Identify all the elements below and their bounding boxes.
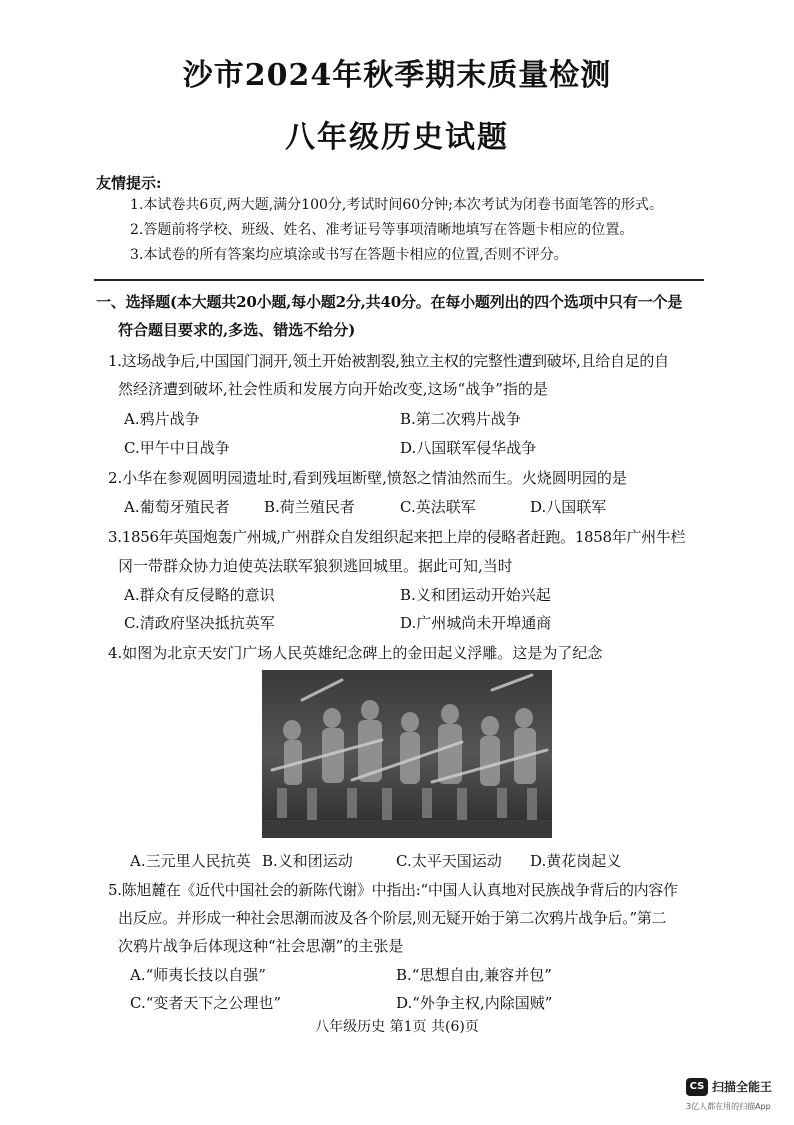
question-1-option-d: D.八国联军侵华战争 xyxy=(400,439,537,457)
question-2-option-d: D.八国联军 xyxy=(530,498,607,516)
question-3-option-d: D.广州城尚未开埠通商 xyxy=(400,614,552,632)
question-5-option-a: A.“师夷长技以自强” xyxy=(130,966,266,984)
section-heading: 一、选择题(本大题共20小题,每小题2分,共40分。在每小题列出的四个选项中只有一个是 xyxy=(96,293,683,311)
camscanner-name: 扫描全能王 xyxy=(712,1080,773,1094)
question-3-text-cont: 冈一带群众协力迫使英法联军狼狈逃回城里。据此可知,当时 xyxy=(118,557,513,575)
question-3-option-a: A.群众有反侵略的意识 xyxy=(124,586,275,604)
camscanner-logo-icon: CS xyxy=(686,1078,708,1096)
camscanner-tagline: 3亿人都在用的扫描App xyxy=(686,1102,771,1111)
question-2-option-c: C.英法联军 xyxy=(400,498,476,516)
question-4-option-b: B.义和团运动 xyxy=(262,852,353,870)
question-1-text-cont: 然经济遭到破坏,社会性质和发展方向开始改变,这场“战争”指的是 xyxy=(118,380,548,398)
exam-subtitle: 八年级历史试题 xyxy=(285,120,509,155)
exam-title: 沙市2024年秋季期末质量检测 xyxy=(182,58,612,93)
question-5-option-d: D.“外争主权,内除国贼” xyxy=(396,994,553,1012)
tips-heading: 友情提示: xyxy=(96,174,162,192)
tip-item: 1.本试卷共6页,两大题,满分100分,考试时间60分钟;本次考试为闭卷书面笔答的形式。 xyxy=(130,197,663,213)
question-5-text: 5.陈旭麓在《近代中国社会的新陈代谢》中指出:“中国人认真地对民族战争背后的内容作 xyxy=(108,881,678,899)
question-1-text: 1.这场战争后,中国国门洞开,领土开始被割裂,独立主权的完整性遭到破坏,且给自足的自 xyxy=(108,352,669,370)
question-5-option-b: B.“思想自由,兼容并包” xyxy=(396,966,552,984)
section-heading-cont: 符合题目要求的,多选、错选不给分) xyxy=(118,321,356,339)
divider xyxy=(94,279,704,281)
question-1-option-c: C.甲午中日战争 xyxy=(124,439,230,457)
question-3-option-c: C.清政府坚决抵抗英军 xyxy=(124,614,275,632)
question-3-option-b: B.义和团运动开始兴起 xyxy=(400,586,551,604)
page-footer: 八年级历史 第1页 共(6)页 xyxy=(315,1019,479,1035)
question-3-text: 3.1856年英国炮轰广州城,广州群众自发组织起来把上岸的侵略者赶跑。1858年广州牛栏 xyxy=(108,528,686,546)
question-1-option-b: B.第二次鸦片战争 xyxy=(400,410,521,428)
jintian-uprising-relief-image xyxy=(262,670,552,838)
tip-item: 3.本试卷的所有答案均应填涂或书写在答题卡相应的位置,否则不评分。 xyxy=(130,247,568,263)
question-4-option-c: C.太平天国运动 xyxy=(396,852,502,870)
question-5-text-cont: 次鸦片战争后体现这种“社会思潮”的主张是 xyxy=(118,937,404,955)
question-4-text: 4.如图为北京天安门广场人民英雄纪念碑上的金田起义浮雕。这是为了纪念 xyxy=(108,644,603,662)
tip-item: 2.答题前将学校、班级、姓名、准考证号等事项清晰地填写在答题卡相应的位置。 xyxy=(130,222,634,238)
question-4-option-a: A.三元里人民抗英 xyxy=(130,852,251,870)
question-5-text-cont: 出反应。并形成一种社会思潮而波及各个阶层,则无疑开始于第二次鸦片战争后。”第二 xyxy=(118,909,667,927)
question-2-option-b: B.荷兰殖民者 xyxy=(264,498,355,516)
question-4-option-d: D.黄花岗起义 xyxy=(530,852,622,870)
question-1-option-a: A.鸦片战争 xyxy=(124,410,200,428)
question-2-option-a: A.葡萄牙殖民者 xyxy=(124,498,230,516)
question-2-text: 2.小华在参观圆明园遗址时,看到残垣断壁,愤怒之情油然而生。火烧圆明园的是 xyxy=(108,469,627,487)
question-5-option-c: C.“变者天下之公理也” xyxy=(130,994,282,1012)
